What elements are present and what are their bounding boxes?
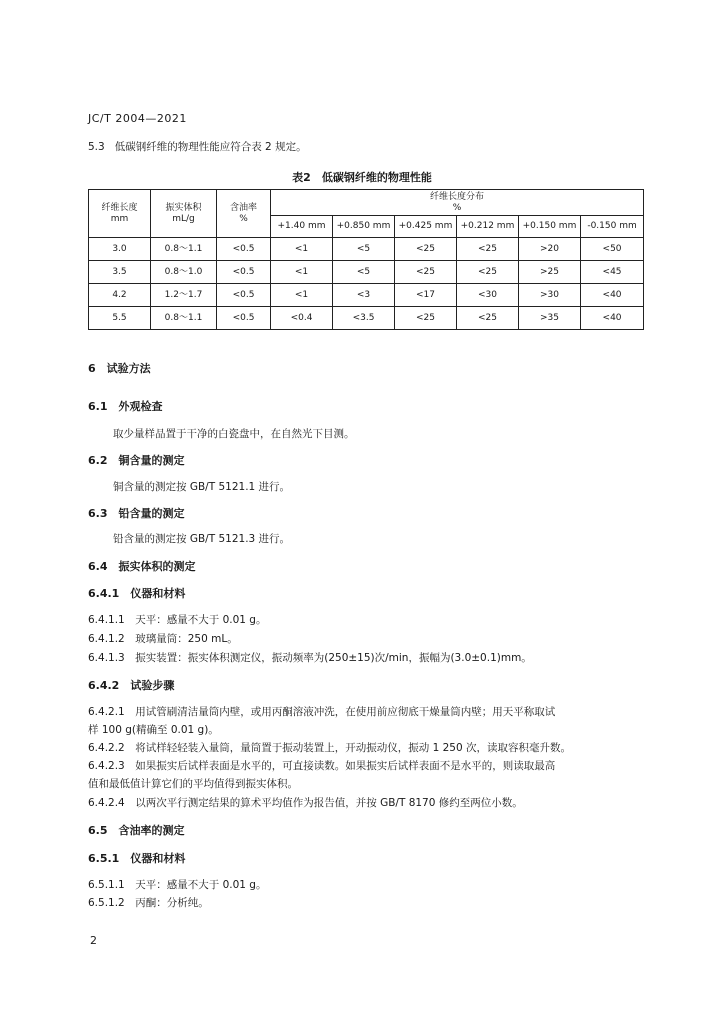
- section-6-2-heading: 6.2 铜含量的测定: [88, 454, 185, 467]
- subheader-cell: -0.150 mm: [581, 216, 644, 238]
- table-cell: 4.2: [89, 284, 151, 307]
- clause-6-4-2-3-line1: 6.4.2.3 如果振实后试样表面是水平的，可直接读数。如果振实后试样表面不是水平的，则读取最高: [88, 760, 556, 772]
- table-cell: <5: [333, 238, 395, 261]
- section-6-5-heading: 6.5 含油率的测定: [88, 824, 185, 837]
- table-cell: <25: [395, 261, 457, 284]
- section-6-1-heading: 6.1 外观检查: [88, 400, 163, 413]
- clause-6-4-2-2: 6.4.2.2 将试样轻轻装入量筒，量筒置于振动装置上，开动振动仪，振动 1 250 次，读取容积毫升数。: [88, 742, 571, 754]
- header-unit: %: [239, 213, 248, 224]
- table-cell: >35: [519, 307, 581, 330]
- section-6-3-heading: 6.3 铅含量的测定: [88, 507, 185, 520]
- table-cell: <0.5: [217, 238, 271, 261]
- table-cell: <3.5: [333, 307, 395, 330]
- header-oil-content: [217, 190, 271, 238]
- subheader-cell: +0.850 mm: [333, 216, 395, 238]
- clause-text: 低碳钢纤维的物理性能应符合表 2 规定。: [114, 141, 307, 153]
- table-row: [89, 261, 644, 284]
- table-cell: 5.5: [89, 307, 151, 330]
- header-text: 含油率: [229, 203, 257, 214]
- table-cell: <25: [457, 261, 519, 284]
- subheader-cell: +0.212 mm: [457, 216, 519, 238]
- table-cell: <0.5: [217, 261, 271, 284]
- table-cell: <0.5: [217, 284, 271, 307]
- table-cell: 0.8～1.1: [151, 238, 217, 261]
- clause-6-4-2-3-line2: 值和最低值计算它们的平均值得到振实体积。: [88, 778, 298, 790]
- table-row: [89, 307, 644, 330]
- table-cell: <5: [333, 261, 395, 284]
- table-cell: <30: [457, 284, 519, 307]
- clause-6-4-1-3: 6.4.1.3 振实装置：振实体积测定仪，振动频率为(250±15)次/min，振幅为(3.0±0.1)mm。: [88, 652, 532, 664]
- clause-6-4-2-4: 6.4.2.4 以两次平行测定结果的算术平均值作为报告值，并按 GB/T 8170 修约至两位小数。: [88, 797, 523, 809]
- table-row: [89, 284, 644, 307]
- table-cell: <40: [581, 284, 644, 307]
- table-cell: >20: [519, 238, 581, 261]
- table-cell: 3.0: [89, 238, 151, 261]
- section-6-heading: 6 试验方法: [88, 362, 151, 375]
- table-caption: 表2 低碳钢纤维的物理性能: [292, 171, 432, 184]
- clause-6-4-2-1-line2: 样 100 g(精确至 0.01 g)。: [88, 724, 219, 736]
- table-cell: <50: [581, 238, 644, 261]
- table-cell: <1: [271, 238, 333, 261]
- section-6-1-text: 取少量样品置于干净的白瓷盘中，在自然光下目测。: [113, 428, 355, 440]
- subheader-cell: +1.40 mm: [271, 216, 333, 238]
- section-6-4-2-heading: 6.4.2 试验步骤: [88, 679, 175, 692]
- table-cell: <25: [395, 307, 457, 330]
- section-6-4-heading: 6.4 振实体积的测定: [88, 560, 196, 573]
- header-tap-volume: [151, 190, 217, 238]
- header-text: 纤维长度分布: [430, 192, 485, 203]
- table-cell: <25: [457, 307, 519, 330]
- table-cell: 3.5: [89, 261, 151, 284]
- table-cell: <1: [271, 261, 333, 284]
- clause-6-5-1-1: 6.5.1.1 天平：感量不大于 0.01 g。: [88, 879, 267, 891]
- header-unit: %: [452, 202, 462, 213]
- header-fiber-length: [89, 190, 151, 238]
- table-cell: <17: [395, 284, 457, 307]
- header-unit: mL/g: [172, 213, 195, 224]
- table-cell: <25: [395, 238, 457, 261]
- table-cell: <0.4: [271, 307, 333, 330]
- table-cell: <45: [581, 261, 644, 284]
- header-text: 振实体积: [165, 203, 202, 214]
- clause-6-4-1-1: 6.4.1.1 天平：感量不大于 0.01 g。: [88, 614, 267, 626]
- header-text: 纤维长度: [101, 203, 138, 214]
- clause-5-3: [88, 139, 307, 154]
- table-cell: <40: [581, 307, 644, 330]
- subheader-cell: +0.150 mm: [519, 216, 581, 238]
- clause-6-4-2-1-line1: 6.4.2.1 用试管刷清洁量筒内壁，或用丙酮溶液冲洗，在使用前应彻底干燥量筒内壁；用天平称取试: [88, 706, 556, 718]
- clause-number: 5.3: [88, 141, 105, 153]
- table-cell: <25: [457, 238, 519, 261]
- header-unit: mm: [110, 213, 129, 224]
- section-6-4-1-heading: 6.4.1 仪器和材料: [88, 587, 186, 600]
- clause-6-4-1-2: 6.4.1.2 玻璃量筒：250 mL。: [88, 633, 238, 645]
- physical-properties-table: [88, 189, 644, 330]
- clause-6-5-1-2: 6.5.1.2 丙酮：分析纯。: [88, 897, 209, 909]
- table-cell: 1.2～1.7: [151, 284, 217, 307]
- section-6-2-text: 铜含量的测定按 GB/T 5121.1 进行。: [113, 481, 291, 493]
- section-6-5-1-heading: 6.5.1 仪器和材料: [88, 852, 186, 865]
- table-header-row: [89, 190, 644, 216]
- page-number: 2: [90, 934, 97, 947]
- table-cell: <0.5: [217, 307, 271, 330]
- table-cell: <1: [271, 284, 333, 307]
- document-code: JC/T 2004—2021: [88, 112, 187, 125]
- subheader-cell: +0.425 mm: [395, 216, 457, 238]
- table-cell: <3: [333, 284, 395, 307]
- section-6-3-text: 铅含量的测定按 GB/T 5121.3 进行。: [113, 533, 291, 545]
- table-cell: 0.8～1.1: [151, 307, 217, 330]
- table-cell: >25: [519, 261, 581, 284]
- table-cell: >30: [519, 284, 581, 307]
- table-row: [89, 238, 644, 261]
- table-cell: 0.8～1.0: [151, 261, 217, 284]
- header-length-distribution: [271, 190, 644, 216]
